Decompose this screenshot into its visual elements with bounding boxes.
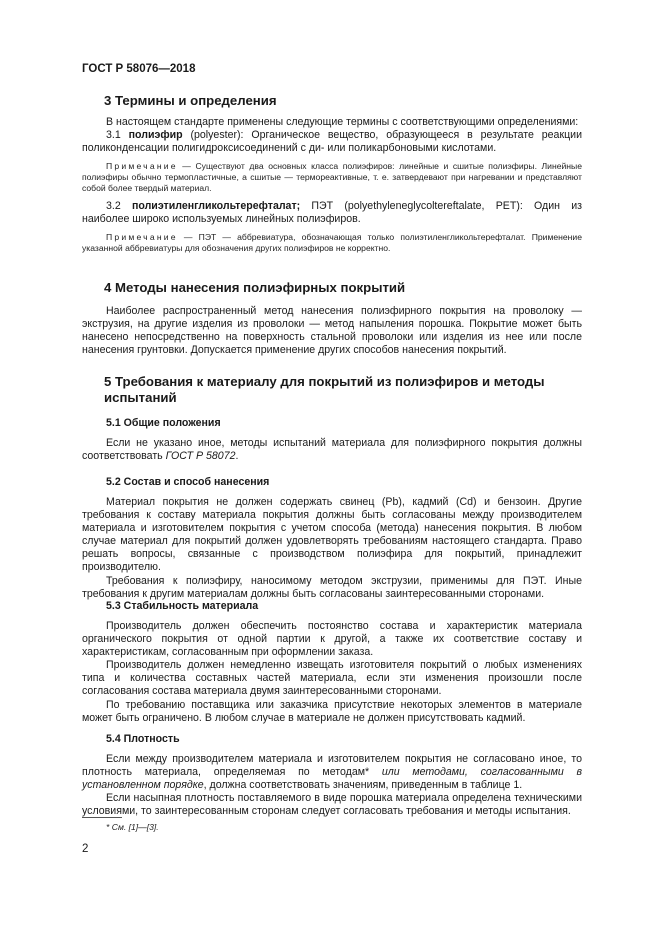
subsection-5-4-title: 5.4 Плотность xyxy=(106,733,180,745)
term-3-2 xyxy=(82,200,582,226)
text-run: . xyxy=(235,450,239,463)
section-4-title: 4 Методы нанесения полиэфирных покрытий xyxy=(104,280,406,295)
note-label: Примечание xyxy=(106,161,178,172)
subsection-5-4 xyxy=(82,733,582,818)
text-run: Если между производителем материала и изготовителем покрытия не согласовано иное, то плотность материала, определяемая по методам* xyxy=(82,753,582,779)
document-header: ГОСТ Р 58076—2018 xyxy=(82,63,196,75)
term-3-1-number: 3.1 xyxy=(106,129,129,142)
subsection-5-4-paragraph-2: Если насыпная плотность поставляемого в виде порошка материала определена техническими условиями, то заинтересованным сторонам следует согласовать требования и методы испытания. xyxy=(82,792,582,818)
subsection-5-1 xyxy=(82,417,582,463)
term-3-2-term: полиэтиленгликольтерефталат; xyxy=(131,200,301,213)
term-3-1-definition: (polyester): Органическое вещество, образующееся в результате реакции поликонденсации полигидроксисоединений с ди- или поликарбоновыми кислотами. xyxy=(82,129,582,155)
subsection-5-1-title: 5.1 Общие положения xyxy=(106,417,221,429)
note-label: Примечание xyxy=(106,232,178,243)
page-number: 2 xyxy=(82,843,89,855)
section-3-title: 3 Термины и определения xyxy=(104,93,277,108)
section-5-title: 5 Требования к материалу для покрытий из полиэфиров и методы испытаний xyxy=(104,374,545,405)
section-3-intro: В настоящем стандарте применены следующие термины с соответствующими определениями: xyxy=(106,116,579,128)
subsection-5-3 xyxy=(82,600,582,725)
term-3-2-number: 3.2 xyxy=(106,200,132,213)
subsection-5-2 xyxy=(82,476,582,601)
section-3-title-wrap xyxy=(82,93,582,109)
term-3-1 xyxy=(82,129,582,155)
note-3-1 xyxy=(82,161,582,194)
subsection-5-2-paragraph-1: Материал покрытия не должен содержать свинец (Pb), кадмий (Cd) и бензоин. Другие требования к составу материала покрытия должны быть согласованы между производителем материала и изготовителем покрытия с учетом способа (метода) нанесения покрытия. В любом случае материал для покрытий должен удовлетворять требованиям настоящего стандарта. Право решать вопросы, связанные с производством полиэфира для покрытий, принадлежит производителю. xyxy=(82,496,582,574)
text-run: Если не указано иное, методы испытаний материала для полиэфирного покрытия должны соответствовать xyxy=(82,437,582,463)
term-3-2-definition: ПЭТ (polyethyleneglycoltereftalate, PET): Один из наиболее широко используемых линейных полиэфиров. xyxy=(82,200,582,226)
subsection-5-3-paragraph-3: По требованию поставщика или заказчика присутствие некоторых элементов в материале может быть ограничено. В любом случае в материале не должен присутствовать кадмий. xyxy=(82,698,582,724)
section-4-paragraph: Наиболее распространенный метод нанесения полиэфирного покрытия на проволоку — экструзия, на другие изделия из проволоки — метод напыления порошка. Покрытие может быть нанесено непосредственно на поверхность стальной проволоки или изделия из нее или после нанесения грунтовки. Допускается применение других способов нанесения покрытий. xyxy=(82,305,582,357)
section-5-title-wrap xyxy=(82,374,582,406)
footnote: * См. [1]—[3]. xyxy=(106,822,159,832)
subsection-5-3-paragraph-2: Производитель должен немедленно извещать изготовителя покрытий о любых изменениях типа и количества составных частей материала, если эти изменения произошли после согласования состава материала двумя заинтересованными сторонами. xyxy=(82,659,582,698)
text-run: , должна соответствовать значениям, приведенным в таблице 1. xyxy=(203,779,523,792)
note-3-2 xyxy=(82,232,582,254)
subsection-5-2-title: 5.2 Состав и способ нанесения xyxy=(106,476,270,488)
section-3-body xyxy=(82,116,582,254)
subsection-5-3-title: 5.3 Стабильность материала xyxy=(106,600,259,612)
term-3-1-term: полиэфир xyxy=(128,129,183,142)
section-4 xyxy=(82,280,582,357)
note-3-1-text: — Существуют два основных класса полиэфиров: линейные и сшитые полиэфиры. Линейные полиэфиры обычно термопластичные, а сшитые — термореактивные, т. е. затвердевают при нагревании и представляют собой более твердый материал. xyxy=(82,161,582,194)
note-3-2-text: — ПЭТ — аббревиатура, обозначающая только полиэтиленгликольтерефталат. Применение указанной аббревиатуры для обозначения других полиэфиров не корректно. xyxy=(82,232,582,254)
subsection-5-1-paragraph xyxy=(82,437,582,463)
emphasized-text: или методами, согласованными в установленном порядке xyxy=(82,766,582,792)
subsection-5-3-paragraph-1: Производитель должен обеспечить постоянство состава и характеристик материала органического покрытия от одной партии к другой, а также их соответствие составу и характеристикам, согласованным при оформлении заказа. xyxy=(82,620,582,659)
subsection-5-2-paragraph-2: Требования к полиэфиру, наносимому методом экструзии, применимы для ПЭТ. Иные требования к другим материалам должны быть согласованы заинтересованными сторонами. xyxy=(82,574,582,600)
standard-reference: ГОСТ Р 58072 xyxy=(165,450,236,463)
footnote-separator xyxy=(82,817,122,818)
subsection-5-4-paragraph-1 xyxy=(82,753,582,792)
